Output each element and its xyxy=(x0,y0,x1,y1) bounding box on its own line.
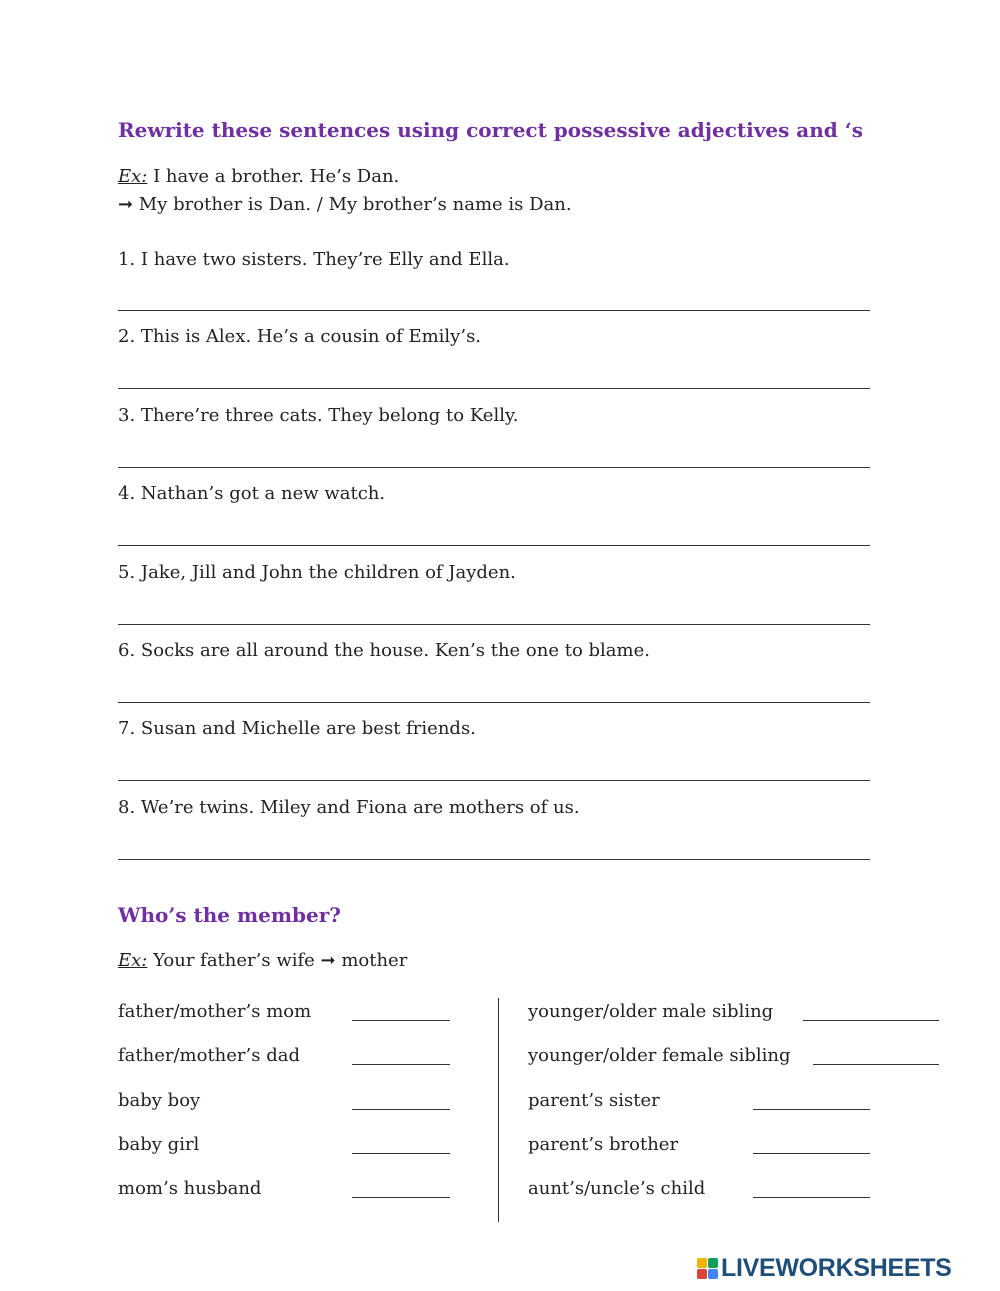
logo-tile-1 xyxy=(697,1258,707,1268)
question-8: 8. We’re twins. Miley and Fiona are mothers of us. xyxy=(118,797,580,818)
member-example-label: Ex: xyxy=(118,950,148,971)
answer-line-4[interactable] xyxy=(118,545,870,546)
right-term-3: parent’s sister xyxy=(528,1090,660,1111)
column-divider xyxy=(498,998,499,1222)
left-blank-4[interactable] xyxy=(352,1153,450,1154)
right-blank-1[interactable] xyxy=(803,1020,939,1021)
right-term-2: younger/older female sibling xyxy=(528,1045,791,1066)
right-term-1: younger/older male sibling xyxy=(528,1001,774,1022)
question-4: 4. Nathan’s got a new watch. xyxy=(118,483,386,504)
liveworksheets-logo-icon xyxy=(697,1258,718,1279)
answer-line-2[interactable] xyxy=(118,388,870,389)
example-answer: ➞ My brother is Dan. / My brother’s name is Dan. xyxy=(118,194,572,215)
logo-tile-3 xyxy=(697,1269,707,1279)
liveworksheets-logo xyxy=(697,1254,952,1283)
member-example-text: Your father’s wife ➞ mother xyxy=(147,950,408,971)
right-blank-3[interactable] xyxy=(753,1109,870,1110)
logo-tile-4 xyxy=(708,1269,718,1279)
answer-line-5[interactable] xyxy=(118,624,870,625)
left-term-1: father/mother’s mom xyxy=(118,1001,312,1022)
left-blank-2[interactable] xyxy=(352,1064,450,1065)
right-blank-2[interactable] xyxy=(813,1064,939,1065)
answer-line-3[interactable] xyxy=(118,467,870,468)
question-2: 2. This is Alex. He’s a cousin of Emily’s. xyxy=(118,326,482,347)
example-sentence xyxy=(118,166,399,187)
right-blank-5[interactable] xyxy=(753,1197,870,1198)
question-3: 3. There’re three cats. They belong to Kelly. xyxy=(118,405,519,426)
section2-title: Who’s the member? xyxy=(118,903,342,927)
left-blank-5[interactable] xyxy=(352,1197,450,1198)
liveworksheets-logo-text: LIVEWORKSHEETS xyxy=(721,1254,952,1282)
question-5: 5. Jake, Jill and John the children of Jayden. xyxy=(118,562,516,583)
example-text: I have a brother. He’s Dan. xyxy=(147,166,400,187)
left-blank-1[interactable] xyxy=(352,1020,450,1021)
answer-line-8[interactable] xyxy=(118,859,870,860)
member-example xyxy=(118,950,407,971)
left-blank-3[interactable] xyxy=(352,1109,450,1110)
question-6: 6. Socks are all around the house. Ken’s the one to blame. xyxy=(118,640,650,661)
question-7: 7. Susan and Michelle are best friends. xyxy=(118,718,476,739)
left-term-4: baby girl xyxy=(118,1134,200,1155)
answer-line-6[interactable] xyxy=(118,702,870,703)
right-term-4: parent’s brother xyxy=(528,1134,679,1155)
right-blank-4[interactable] xyxy=(753,1153,870,1154)
left-term-3: baby boy xyxy=(118,1090,201,1111)
left-term-5: mom’s husband xyxy=(118,1178,262,1199)
logo-tile-2 xyxy=(708,1258,718,1268)
right-term-5: aunt’s/uncle’s child xyxy=(528,1178,706,1199)
question-1: 1. I have two sisters. They’re Elly and Ella. xyxy=(118,249,510,270)
answer-line-1[interactable] xyxy=(118,310,870,311)
answer-line-7[interactable] xyxy=(118,780,870,781)
example-label: Ex: xyxy=(118,166,148,187)
section1-title: Rewrite these sentences using correct possessive adjectives and ‘s xyxy=(118,118,863,142)
left-term-2: father/mother’s dad xyxy=(118,1045,300,1066)
